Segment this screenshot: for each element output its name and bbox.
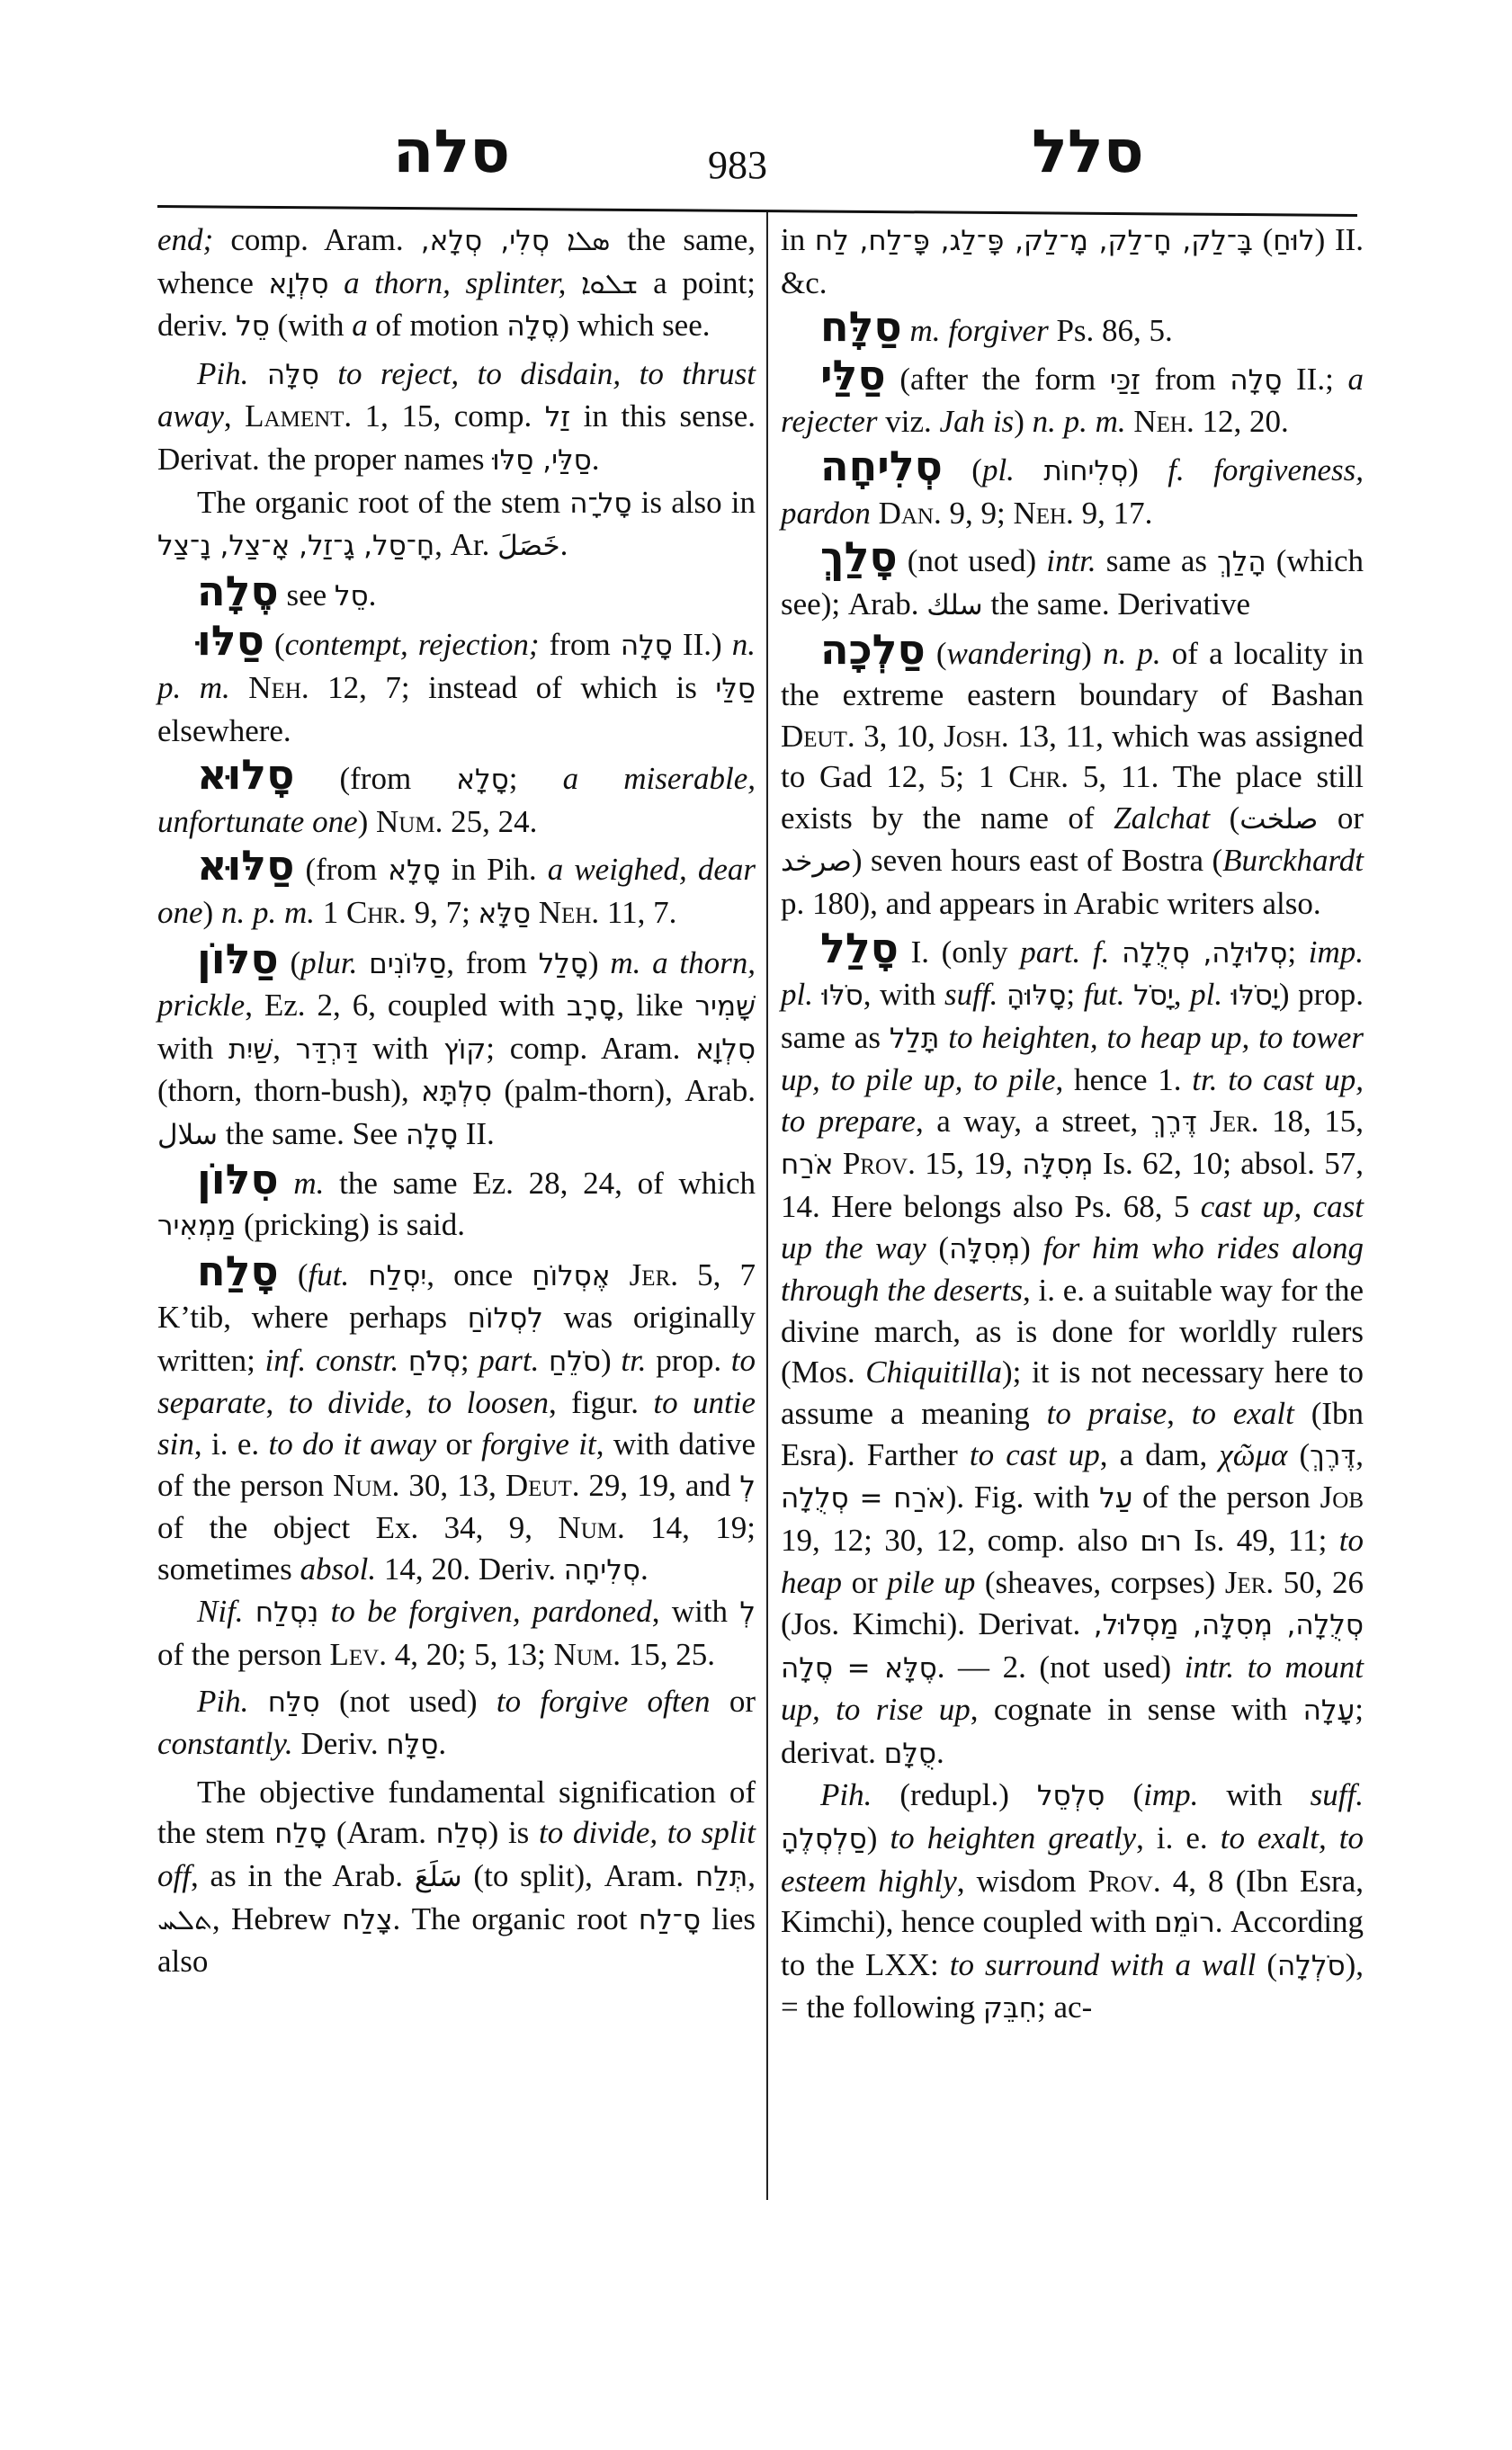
entry-salal: סָלַל I. (only part. f. סְלוּלָה, סְלֻלָה; imp. pl. סֹלּוּ, with suff. סָלּוּהָ; fut. יָסֹל, pl. יָסֹלּוּ) prop. same as תָּלַל to heighten, to heap up, to tower up, to pile up, to pile, hence 1. tr. to cast up, to prepare, a way, a street, דֶּרֶךְ Jer. 18, 15, אֹרַח Prov. 15, 19, מְסִלָּה Is. 62, 10; absol. 57, 14. Here belongs also Ps. 68, 5 cast up, cast up the way (מְסִלָּה) for him who rides along through the deserts, i. e. a suitable way for the divine march, as is done for worldly rulers (Mos. Chiquitilla); it is not necessary here to assume a meaning to praise, to exalt (Ibn Esra). Farther to cast up, a dam, χῶμα (דֶּרֶךְ, אֹרַח = סְלֻלָה). Fig. with עַל of the person Job 19, 12; 30, 12, comp. also רוּם Is. 49, 11; to heap or pile up (sheaves, corpses) Jer. 50, 26 (Jos. Kimchi). Derivat. סְלֻלָה, מְסִלָּה, מַסְלוּל, סֶלָּא = סֶלָה. — 2. (not used) intr. to mount up, to rise up, cognate in sense with עָלָה; derivat. סֻלָּם. <box>781 923 1364 1770</box>
subentry-pih-salah: Pih. סִלָּה to reject, to disdain, to thrust away, Lament. 1, 15, comp. זַל in this sense. Derivat. the proper names סַלַּי, סַלּוּ. <box>157 355 756 477</box>
subentry-nif-nislach: Nif. נִסְלַח to be forgiven, pardoned, with לְ of the person Lev. 4, 20; 5, 13; Num. 15, 25. <box>157 1594 756 1672</box>
entry-salach-walk: סָלַךְ (not used) intr. same as הָלַךְ (which see); Arab. سلك the same. Derivative <box>781 532 1364 621</box>
headword: סָלַךְ <box>820 532 898 582</box>
entry-sallon: סַלּוֹן (plur. סַלּוֹנִים, from סָלַל) m. a thorn, prickle, Ez. 2, 6, coupled with סָרָב, like שָׁמִיר with שַׁיִת, דַּרְדַּר with קוֹץ; comp. Aram. סִלְוָא (thorn, thorn-bush), סִלְתָּא (palm-thorn), Arab. سلال the same. See סָלָה II. <box>157 934 756 1151</box>
entry-selah: סֶלָה see סֵל. <box>197 566 377 615</box>
subentry-pih-silsel: Pih. (redupl.) סִלְסֵל (imp. with suff. סַלְסְלֶהָ) to heighten greatly, i. e. to exalt, to esteem highly, wisdom Prov. 4, 8 (Ibn Esra, Kimchi), hence coupled with רוֹמֵם. According to the LXX: to surround with a wall (סֹלְלָה), = the following חִבֵּק; ac- <box>781 1777 1364 2025</box>
header-rule <box>157 205 1357 217</box>
headword: סָלוּא <box>197 750 295 800</box>
entry-continuation: in בָּ־לַק, חָ־לַק, מָ־לַק, פָּ־לַג, פָּ־לַח, לַח (לוּחַ) II. &c. <box>781 222 1364 300</box>
running-head-left-word: סלה <box>393 117 511 186</box>
subentry-pih-sillach: Pih. סִלַּח (not used) to forgive often or constantly. Deriv. סַלָּח. <box>157 1683 756 1762</box>
entry-sallai: סַלַּי (after the form זַכַּי from סָלָה II.; a rejecter viz. Jah is) n. p. m. Neh. 12, 20. <box>781 350 1364 440</box>
headword: סְלִיחָה <box>820 441 943 490</box>
headword: סֶלָה <box>197 566 279 615</box>
headword: סַלּוֹן <box>197 934 279 983</box>
entry-sillon: סִלּוֹן m. the same Ez. 28, 24, of which מַמְאִיר (pricking) is said. <box>157 1155 756 1243</box>
entry-salach: סָלַח (fut. יִסְלַח, once אֶסְלוֹחַ Jer. 5, 7 K’tib, where perhaps לִסְלוֹחַ was originally written; inf. constr. סְלֹחַ; part. סֹלֵחַ) tr. prop. to separate, to divide, to loosen, figur. to untie sin, i. e. to do it away or forgive it, with dative of the person Num. 30, 13, Deut. 29, 19, and לְ of the object Ex. 34, 9, Num. 14, 19; sometimes absol. 14, 20. Deriv. סְלִיחָה. <box>157 1246 756 1587</box>
paragraph-organic-root: The organic root of the stem סָל־ָה is also in חָ־סַל, גָ־זַל, אָ־צַל, נָ־צַל, Ar. خَصَلَ. <box>157 484 756 563</box>
entry-continuation: end; comp. Aram. סְלִי, סְלָא, ܣܠܐ the same, whence סִלְוָא a thorn, splinter, ܫܠܘܐ a point; deriv. סֵל (with a of motion סֶלָה) which see. <box>157 222 756 344</box>
running-head-right-word: סלל <box>1032 117 1144 186</box>
headword: סַלּוּ <box>197 616 264 666</box>
headword: סַלַּי <box>820 350 886 399</box>
column-divider <box>766 212 768 2200</box>
entry-salu: סָלוּא (from סָלָא; a miserable, unfortunate one) Num. 25, 24. <box>157 750 756 839</box>
headword: סַלּוּא <box>197 841 295 890</box>
entry-sallu-2: סַלּוּא (from סָלָא in Pih. a weighed, dear one) n. p. m. 1 Chr. 9, 7; סַלָּא Neh. 11, 7. <box>157 841 756 930</box>
entry-salchah: סַלְכָה (wandering) n. p. of a locality in the extreme eastern boundary of Bashan Deut. 3, 10, Josh. 13, 11, which was assigned to Gad 12, 5; 1 Chr. 5, 11. The place still exists by the name of Zalchat (صلخت or صرخد) seven hours east of Bostra (Burckhardt p. 180), and appears in Arabic writers also. <box>781 625 1364 921</box>
entry-sallu: סַלּוּ (contempt, rejection; from סָלָה II.) n. p. m. Neh. 12, 7; instead of which is סַלַּי elsewhere. <box>157 616 756 748</box>
headword: סָלַח <box>197 1246 279 1295</box>
right-column <box>781 219 1364 2030</box>
paragraph-fundamental-signification: The objective fundamental signification of the stem סָלַח (Aram. סְלַח) is to divide, to split off, as in the Arab. سَلَعَ (to split), Aram. תְּלַח, ܬܠܚ, Hebrew צָלַח. The organic root סָ־לַח lies also <box>157 1774 756 1980</box>
entry-sallach: סַלָּח m. forgiver Ps. 86, 5. <box>820 302 1173 352</box>
headword: סַלָּח <box>820 302 902 352</box>
entry-selichah: סְלִיחָה (pl. סְלִיחוֹת) f. forgiveness, pardon Dan. 9, 9; Neh. 9, 17. <box>781 441 1364 531</box>
running-head <box>157 117 1363 198</box>
headword: סָלַל <box>820 923 899 972</box>
headword: סִלּוֹן <box>197 1155 279 1204</box>
page-number: 983 <box>708 143 767 187</box>
left-column <box>157 219 756 1982</box>
headword: סַלְכָה <box>820 625 926 675</box>
